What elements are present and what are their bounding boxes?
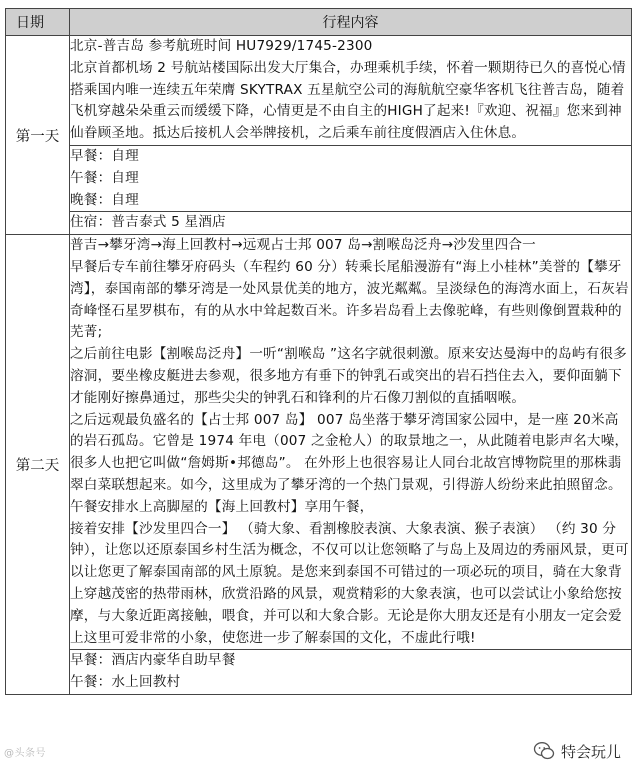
day2-meals xyxy=(70,650,632,695)
day2-paragraph-2: 之后前往电影【割喉岛泛舟】一听“割喉岛 ”这名字就很刺激。原来安达曼海中的岛屿有很多溶洞，要坐橡皮艇进去参观，很多地方有垂下的钟乳石或突出的岩石挡住去入，要仰面躺下才能刚好擦鼻通过，那些尖尖的钟乳石和锋利的片石像刀割似的直插咽喉。 xyxy=(70,346,627,406)
day1-breakfast: 早餐：自理 xyxy=(70,147,139,164)
day2-description xyxy=(70,235,632,650)
day1-description xyxy=(70,36,632,146)
day2-main-row xyxy=(6,235,632,650)
watermark-right xyxy=(530,740,624,762)
wechat-icon xyxy=(533,740,555,762)
day1-meals xyxy=(70,145,632,211)
watermark-text: 特会玩儿 xyxy=(560,742,621,761)
day2-route: 普吉→攀牙湾→海上回教村→远观占士邦 007 岛→割喉岛泛舟→沙发里四合一 xyxy=(70,237,536,254)
day2-label: 第二天 xyxy=(6,235,70,695)
table-header-row xyxy=(6,9,632,36)
day2-lunch: 午餐：水上回教村 xyxy=(70,674,181,691)
day1-meals-row xyxy=(6,145,632,211)
day2-meals-row xyxy=(6,650,632,695)
day1-lunch: 午餐：自理 xyxy=(70,169,139,186)
day2-paragraph-4: 接着安排【沙发里四合一】 （骑大象、看割橡胶表演、大象表演、猴子表演） （约 30 分钟），让您以还原泰国乡村生活为概念，不仅可以让您领略了与岛上及周边的秀丽风景，更可以让您更了解泰国南部的风土原貌。是您来到泰国不可错过的一项必玩的项目，骑在大象背上穿越茂密的热带雨林，欣赏沿路的风景，观赏精彩的大象表演，也可以尝试让小象给您按摩，与大象近距离接触，喂食，并可以和大象合影。无论是你大朋友还是有小朋友一定会爱上这里可爱非常的小象，使您进一步了解泰国的文化，不虚此行哦! xyxy=(70,520,629,646)
day1-dinner: 晚餐：自理 xyxy=(70,191,139,208)
day1-hotel: 住宿：普吉泰式 5 星酒店 xyxy=(70,212,632,235)
watermark-left: @头条号 xyxy=(4,748,46,759)
day1-paragraph: 北京首都机场 2 号航站楼国际出发大厅集合，办理乘机手续，怀着一颗期待已久的喜悦心情搭乘国内唯一连续五年荣膺 SKYTRAX 五星航空公司的海航航空豪华客机飞往普吉岛，随着飞机穿越朵朵重云而缓缓下降，心情更是不由自主的HIGH了起来!『欢迎、祝福』您来到神仙眷顾圣地。抵达后接机人会举牌接机，之后乘车前往度假酒店入住休息。 xyxy=(70,59,626,142)
day1-hotel-row xyxy=(6,212,632,235)
day2-paragraph-1: 早餐后专车前往攀牙府码头（车程约 60 分）转乘长尾船漫游有“海上小桂林”美誉的【攀牙湾】，泰国南部的攀牙湾是一处风景优美的地方，波光粼粼。呈淡绿色的海湾水面上，石灰岩奇峰怪石星罗棋布，有的从水中耸起数百米。许多岩岛看上去像驼峰，有些则像倒置栽种的芜菁; xyxy=(70,258,629,341)
day1-label: 第一天 xyxy=(6,36,70,235)
day2-breakfast: 早餐：酒店内豪华自助早餐 xyxy=(70,652,236,669)
header-content: 行程内容 xyxy=(70,9,632,36)
day1-title: 北京-普吉岛 参考航班时间 HU7929/1745-2300 xyxy=(70,38,373,54)
day1-main-row xyxy=(6,36,632,146)
day2-paragraph-3: 之后远观最负盛名的【占士邦 007 岛】 007 岛坐落于攀牙湾国家公园中，是一座 20米高的岩石孤岛。它曾是 1974 年电（007 之金枪人）的取景地之一，从此随着电影声名大噪，很多人也把它叫做“詹姆斯•邦德岛”。 在外形上也很容易让人同台北故宫博物院里的那株翡翠白菜联想起来。如今，这里成为了攀牙湾的一个热门景观，引得游人纷纷来此拍照留念。午餐安排水上高脚屋的【海上回教村】享用午餐， xyxy=(70,411,629,515)
header-date: 日期 xyxy=(6,9,70,36)
itinerary-table xyxy=(5,8,632,695)
